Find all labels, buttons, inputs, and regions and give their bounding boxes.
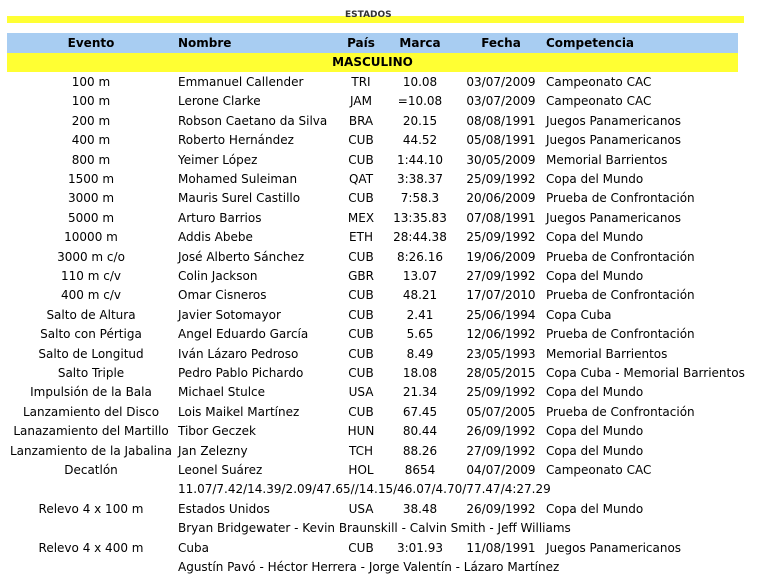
cell-fecha: 04/07/2009 — [466, 463, 536, 477]
cell-evento: Relevo 4 x 100 m — [38, 501, 144, 516]
top-highlight-strip — [7, 10, 744, 23]
table-row — [7, 170, 738, 189]
table-row — [7, 345, 738, 364]
cell-evento: Impulsión de la Bala — [30, 385, 152, 400]
cell-nombre: 11.07/7.42/14.39/2.09/47.65//14.15/46.07/4.70/77.47/4:27.29 — [178, 482, 551, 497]
cell-competencia: Campeonato CAC — [546, 94, 652, 109]
table-row — [7, 92, 738, 111]
cell-fecha: 03/07/2009 — [466, 94, 536, 109]
cell-nombre: Addis Abebe — [178, 230, 253, 245]
table-row — [7, 364, 745, 383]
cell-nombre: Estados Unidos — [178, 501, 270, 516]
cell-fecha: 27/09/1992 — [466, 269, 536, 283]
cell-nombre: Mohamed Suleiman — [178, 172, 298, 186]
cell-nombre: José Alberto Sánchez — [178, 249, 305, 264]
cell-evento: Lanazamiento del Martillo — [13, 424, 169, 439]
table-row — [7, 383, 738, 402]
table-row — [7, 228, 738, 247]
cell-evento: 400 m — [71, 133, 111, 148]
header-pais: País — [347, 36, 375, 50]
cell-fecha: 19/06/2009 — [466, 249, 536, 264]
section-title: MASCULINO — [7, 53, 738, 72]
cell-pais: CUB — [348, 366, 374, 380]
cell-competencia: Copa del Mundo — [546, 172, 644, 186]
cell-competencia: Copa Cuba - Memorial Barrientos — [546, 366, 745, 380]
cell-marca: 28:44.38 — [393, 230, 447, 245]
cell-nombre: Robson Caetano da Silva — [178, 113, 328, 128]
cell-nombre: Javier Sotomayor — [178, 307, 281, 322]
cell-evento: Salto Triple — [57, 366, 125, 380]
cell-competencia: Campeonato CAC — [546, 463, 652, 477]
table-row — [7, 442, 738, 461]
cell-nombre: Agustín Pavó - Héctor Herrera - Jorge Valentín - Lázaro Martínez — [178, 560, 560, 574]
table-row — [7, 248, 738, 267]
cell-pais: USA — [348, 385, 374, 400]
cell-evento: Lanzamiento del Disco — [22, 404, 160, 419]
header-competencia: Competencia — [546, 36, 635, 50]
cell-competencia: Copa Cuba — [546, 307, 612, 322]
table-row — [7, 461, 738, 480]
cell-nombre: Leonel Suárez — [178, 463, 263, 477]
cell-marca: 44.52 — [402, 133, 438, 148]
cell-fecha: 26/09/1992 — [466, 424, 536, 439]
cell-nombre: Yeimer López — [178, 152, 258, 167]
cell-evento: 200 m — [71, 113, 111, 128]
cell-nombre: Roberto Hernández — [178, 133, 294, 148]
cell-fecha: 20/06/2009 — [466, 191, 536, 206]
cell-competencia: Prueba de Confrontación — [546, 404, 695, 419]
table-row — [7, 558, 738, 577]
cell-competencia: Juegos Panamericanos — [546, 133, 682, 148]
cell-pais: GBR — [348, 269, 374, 283]
cell-nombre: Omar Cisneros — [178, 288, 267, 303]
cell-competencia: Prueba de Confrontación — [546, 327, 695, 342]
cell-competencia: Prueba de Confrontación — [546, 191, 695, 206]
cell-evento: 10000 m — [64, 230, 118, 245]
cell-evento: 800 m — [71, 152, 111, 167]
cell-pais: CUB — [348, 191, 374, 206]
header-fecha: Fecha — [481, 36, 521, 50]
table-row — [7, 151, 738, 170]
cell-nombre: Arturo Barrios — [178, 210, 262, 225]
cell-pais: CUB — [348, 404, 374, 419]
cell-nombre: Jan Zelezny — [178, 443, 248, 458]
cell-nombre: Cuba — [178, 540, 209, 555]
table-row — [7, 209, 738, 228]
cell-competencia: Memorial Barrientos — [546, 152, 668, 167]
table-row — [7, 480, 738, 499]
cell-marca: 10.08 — [402, 75, 438, 89]
cell-pais: QAT — [348, 172, 374, 186]
cell-pais: CUB — [348, 133, 374, 148]
table-row — [7, 403, 738, 422]
cell-pais: CUB — [348, 540, 374, 555]
cell-evento: Salto de Longitud — [38, 346, 144, 361]
cell-competencia: Juegos Panamericanos — [546, 210, 682, 225]
table-row — [7, 131, 738, 150]
cell-pais: CUB — [348, 249, 374, 264]
cell-marca: 18.08 — [402, 366, 438, 380]
table-row — [7, 306, 738, 325]
cell-fecha: 08/08/1991 — [466, 113, 536, 128]
cell-pais: HUN — [347, 424, 375, 439]
cell-fecha: 28/05/2015 — [466, 366, 536, 380]
table-row — [7, 189, 738, 208]
table-row — [7, 73, 738, 92]
cell-marca: 21.34 — [402, 385, 438, 400]
cell-evento: Relevo 4 x 400 m — [38, 540, 144, 555]
cell-pais: CUB — [348, 152, 374, 167]
cell-fecha: 25/09/1992 — [466, 172, 536, 186]
table-header — [7, 33, 738, 53]
cell-marca: 3:38.37 — [396, 172, 444, 186]
cell-marca: 80.44 — [402, 424, 438, 439]
cell-marca: 8:26.16 — [396, 249, 444, 264]
cell-pais: CUB — [348, 307, 374, 322]
cell-pais: ETH — [349, 230, 373, 245]
cell-marca: 13.07 — [402, 269, 438, 283]
cell-marca: =10.08 — [397, 94, 443, 109]
header-nombre: Nombre — [178, 36, 232, 50]
cell-marca: 8654 — [404, 463, 436, 477]
cell-evento: 5000 m — [67, 210, 115, 225]
cell-nombre: Emmanuel Callender — [178, 75, 304, 89]
cell-fecha: 03/07/2009 — [466, 75, 536, 89]
cell-competencia: Copa del Mundo — [546, 424, 644, 439]
cell-competencia: Copa del Mundo — [546, 385, 644, 400]
cell-evento: 110 m c/v — [61, 269, 121, 283]
table-row — [7, 500, 738, 519]
table-row — [7, 267, 738, 286]
cell-nombre: Tibor Geczek — [178, 424, 256, 439]
cell-marca: 8.49 — [406, 346, 434, 361]
cell-nombre: Michael Stulce — [178, 385, 266, 400]
cell-pais: CUB — [348, 346, 374, 361]
table-row — [7, 519, 738, 538]
top-strip-label: ESTADOS — [345, 10, 392, 20]
cell-evento: 400 m c/v — [61, 288, 121, 303]
cell-fecha: 23/05/1993 — [466, 346, 536, 361]
table-row — [7, 422, 738, 441]
cell-marca: 13:35.83 — [393, 210, 447, 225]
cell-marca: 20.15 — [402, 113, 438, 128]
cell-competencia: Memorial Barrientos — [546, 346, 668, 361]
cell-marca: 3:01.93 — [396, 540, 444, 555]
cell-evento: 1500 m — [67, 172, 115, 186]
table-row — [7, 325, 738, 344]
cell-competencia: Prueba de Confrontación — [546, 288, 695, 303]
cell-fecha: 07/08/1991 — [466, 210, 536, 225]
cell-pais: MEX — [347, 210, 375, 225]
cell-nombre: Lerone Clarke — [178, 94, 261, 109]
cell-marca: 88.26 — [402, 443, 438, 458]
cell-fecha: 12/06/1992 — [466, 327, 536, 342]
cell-pais: TRI — [351, 75, 371, 89]
cell-pais: TCH — [348, 443, 374, 458]
cell-competencia: Prueba de Confrontación — [546, 249, 695, 264]
cell-evento: Salto con Pértiga — [40, 327, 142, 342]
cell-nombre: Bryan Bridgewater - Kevin Braunskill - Calvin Smith - Jeff Williams — [178, 521, 571, 536]
cell-pais: CUB — [348, 288, 374, 303]
cell-pais: HOL — [348, 463, 374, 477]
cell-fecha: 05/07/2005 — [466, 404, 536, 419]
cell-marca: 48.21 — [402, 288, 438, 303]
cell-evento: 3000 m — [67, 191, 115, 206]
cell-competencia: Copa del Mundo — [546, 501, 644, 516]
cell-nombre: Lois Maikel Martínez — [178, 404, 300, 419]
table-row — [7, 286, 738, 305]
cell-fecha: 17/07/2010 — [466, 288, 536, 303]
cell-nombre: Colin Jackson — [178, 269, 258, 283]
table-row — [7, 539, 738, 558]
cell-evento: Lanzamiento de la Jabalina — [10, 443, 172, 458]
table-row — [7, 112, 738, 131]
cell-pais: CUB — [348, 327, 374, 342]
cell-evento: 100 m — [71, 94, 111, 109]
cell-evento: Salto de Altura — [46, 307, 136, 322]
cell-competencia: Juegos Panamericanos — [546, 540, 682, 555]
cell-evento: Decatlón — [64, 463, 118, 477]
cell-competencia: Copa del Mundo — [546, 443, 644, 458]
cell-competencia: Copa del Mundo — [546, 230, 644, 245]
cell-marca: 2.41 — [406, 307, 434, 322]
cell-evento: 3000 m c/o — [57, 249, 125, 264]
cell-marca: 5.65 — [406, 327, 434, 342]
cell-fecha: 25/06/1994 — [466, 307, 536, 322]
cell-fecha: 11/08/1991 — [466, 540, 536, 555]
cell-marca: 7:58.3 — [400, 191, 440, 206]
header-marca: Marca — [399, 36, 441, 50]
header-evento: Evento — [67, 36, 115, 50]
cell-marca: 67.45 — [402, 404, 438, 419]
cell-competencia: Copa del Mundo — [546, 269, 644, 283]
cell-evento: 100 m — [71, 75, 111, 89]
cell-nombre: Iván Lázaro Pedroso — [178, 346, 299, 361]
cell-fecha: 05/08/1991 — [466, 133, 536, 148]
cell-marca: 1:44.10 — [396, 152, 444, 167]
cell-nombre: Angel Eduardo García — [178, 327, 309, 342]
cell-fecha: 27/09/1992 — [466, 443, 536, 458]
cell-nombre: Mauris Surel Castillo — [178, 191, 301, 206]
cell-pais: JAM — [350, 94, 372, 109]
cell-fecha: 26/09/1992 — [466, 501, 536, 516]
cell-nombre: Pedro Pablo Pichardo — [178, 366, 304, 380]
cell-competencia: Campeonato CAC — [546, 75, 652, 89]
cell-pais: USA — [348, 501, 374, 516]
cell-fecha: 30/05/2009 — [466, 152, 536, 167]
cell-fecha: 25/09/1992 — [466, 230, 536, 245]
cell-pais: BRA — [348, 113, 374, 128]
cell-fecha: 25/09/1992 — [466, 385, 536, 400]
cell-competencia: Juegos Panamericanos — [546, 113, 682, 128]
cell-marca: 38.48 — [402, 501, 438, 516]
